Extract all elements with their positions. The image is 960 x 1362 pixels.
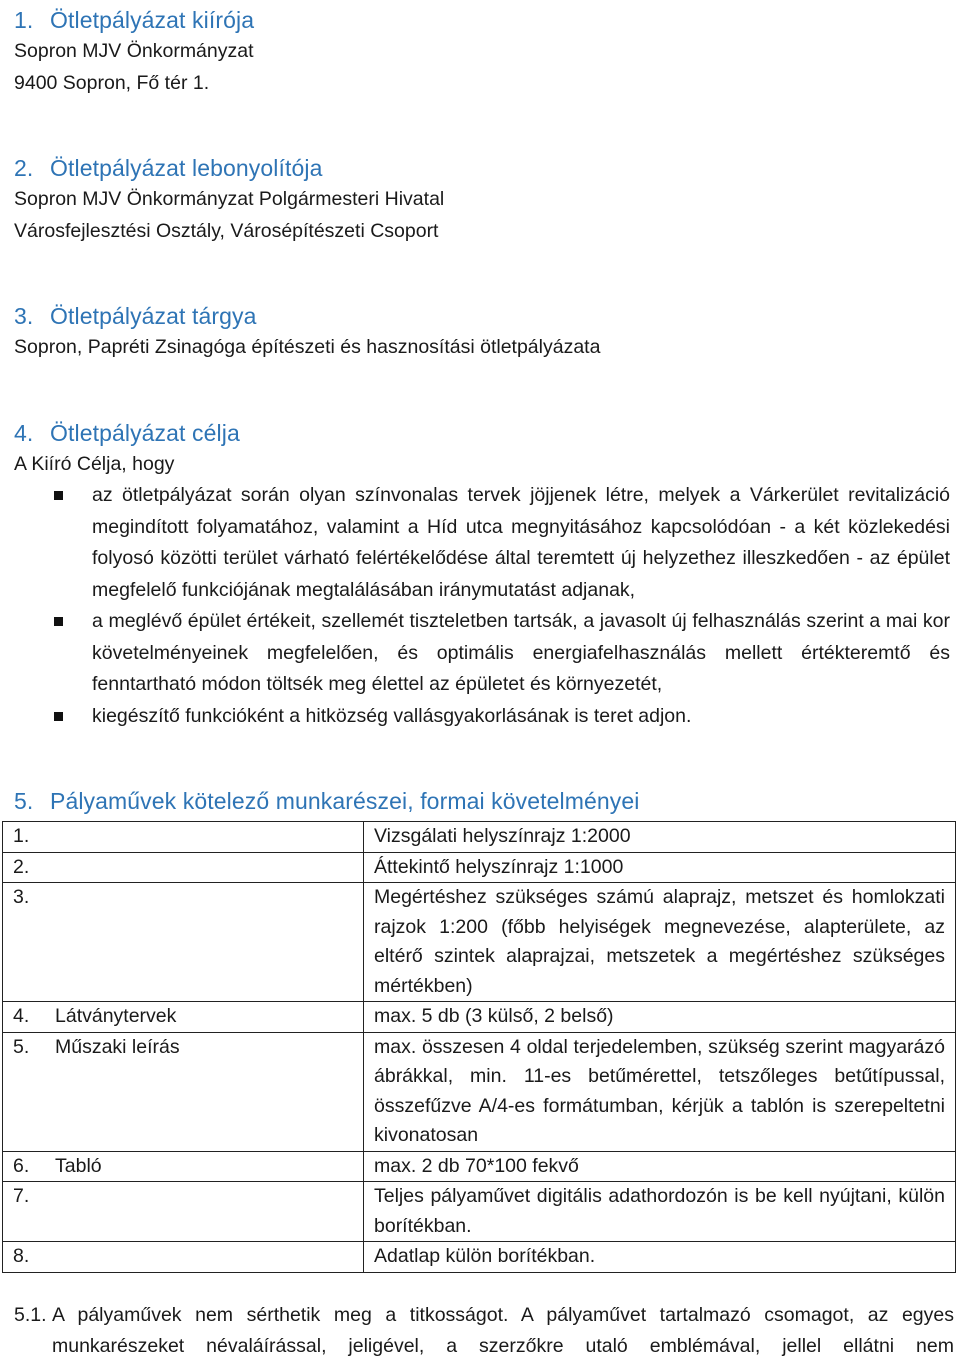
table-row [3, 883, 956, 1002]
table-cell-label: 5. Műszaki leírás [3, 1032, 364, 1151]
section-lebonyolito [14, 153, 954, 247]
subsection-5-1 [14, 1300, 954, 1362]
square-bullet-icon [54, 712, 63, 721]
section-kiiro [14, 5, 954, 99]
table-cell-desc: Adatlap külön borítékban. [364, 1242, 956, 1273]
body-line: Sopron MJV Önkormányzat Polgármesteri Hivatal [14, 188, 445, 210]
goal-list [14, 480, 954, 732]
table-cell-desc: Áttekintő helyszínrajz 1:1000 [364, 852, 956, 883]
table-cell-label: 4. Látványtervek [3, 1002, 364, 1033]
section-targya [14, 301, 954, 363]
table-cell-desc: Vizsgálati helyszínrajz 1:2000 [364, 822, 956, 853]
subsection-number: 5.1. [14, 1304, 47, 1326]
table-row [3, 852, 956, 883]
table-cell-label: 7. [3, 1182, 364, 1242]
section-heading: 1. Ötletpályázat kiírója [14, 7, 255, 33]
table-row [3, 822, 956, 853]
square-bullet-icon [54, 491, 63, 500]
table-row [3, 1151, 956, 1182]
square-bullet-icon [54, 617, 63, 626]
body-line: Sopron, Papréti Zsinagóga építészeti és hasznosítási ötletpályázata [14, 336, 601, 358]
section-heading: 2. Ötletpályázat lebonyolítója [14, 155, 323, 181]
table-cell-label: 2. [3, 852, 364, 883]
body-line: 9400 Sopron, Fő tér 1. [14, 72, 210, 94]
body-line: Sopron MJV Önkormányzat [14, 40, 254, 62]
table-row [3, 1032, 956, 1151]
table-row [3, 1002, 956, 1033]
section-heading: 3. Ötletpályázat tárgya [14, 303, 257, 329]
table-cell-desc: max. 5 db (3 külső, 2 belső) [364, 1002, 956, 1033]
list-item: kiegészítő funkcióként a hitközség vallásgyakorlásának is teret adjon. [14, 701, 954, 733]
body-line: Városfejlesztési Osztály, Városépítészeti Csoport [14, 220, 439, 242]
list-item: az ötletpályázat során olyan színvonalas tervek jöjjenek létre, melyek a Várkerület revitalizáció megindított folyamatához, valamint a Híd utca megnyitásához kapcsolódóan - a két közlekedési folyosó közötti terület várható felértékelődése által teremtett új helyzethez illeszkedően - az épület megfelelő funkciójának megtalálásában iránymutatást adjanak, [14, 480, 954, 606]
table-cell-desc: max. 2 db 70*100 fekvő [364, 1151, 956, 1182]
table-row [3, 1182, 956, 1242]
subsection-text: A pályaművek nem sérthetik meg a titkosságot. A pályaművet tartalmazó csomagot, az egyes munkarészeket névaláírással, jeligével, a szerzőkre utaló emblémával, jellel ellátni nem [52, 1304, 954, 1357]
table-cell-desc: Teljes pályaművet digitális adathordozón is be kell nyújtani, külön borítékban. [364, 1182, 956, 1242]
requirements-table [2, 821, 956, 1273]
table-cell-label: 6. Tabló [3, 1151, 364, 1182]
table-row [3, 1242, 956, 1273]
table-cell-label: 1. [3, 822, 364, 853]
section-celja [14, 418, 954, 732]
table-cell-label: 8. [3, 1242, 364, 1273]
list-item: a meglévő épület értékeit, szellemét tiszteletben tartsák, a javasolt új felhasználás szerint a mai kor követelményeinek megfelelően, és optimális energiafelhasználás mellett értékteremtő és fenntartható módon töltsék meg élettel az épületet és környezetét, [14, 606, 954, 701]
section-heading: 5. Pályaművek kötelező munkarészei, formai követelményei [14, 788, 640, 814]
table-cell-desc: Megértéshez szükséges számú alaprajz, metszet és homlokzati rajzok 1:200 (főbb helyiségek megnevezése, alapterülete, az eltérő szintek alaprajzai, metszetek a megértéshez szükséges mértékben) [364, 883, 956, 1002]
table-cell-label: 3. [3, 883, 364, 1002]
intro-line: A Kiíró Célja, hogy [14, 453, 175, 475]
table-cell-desc: max. összesen 4 oldal terjedelemben, szükség szerint magyarázó ábrákkal, min. 11-es betűmérettel, tetszőleges betűtípussal, összefűzve A/4-es formátumban, kérjük a tablón is szerepeltetni kivonatosan [364, 1032, 956, 1151]
section-munkareszek [14, 786, 954, 816]
section-heading: 4. Ötletpályázat célja [14, 420, 240, 446]
